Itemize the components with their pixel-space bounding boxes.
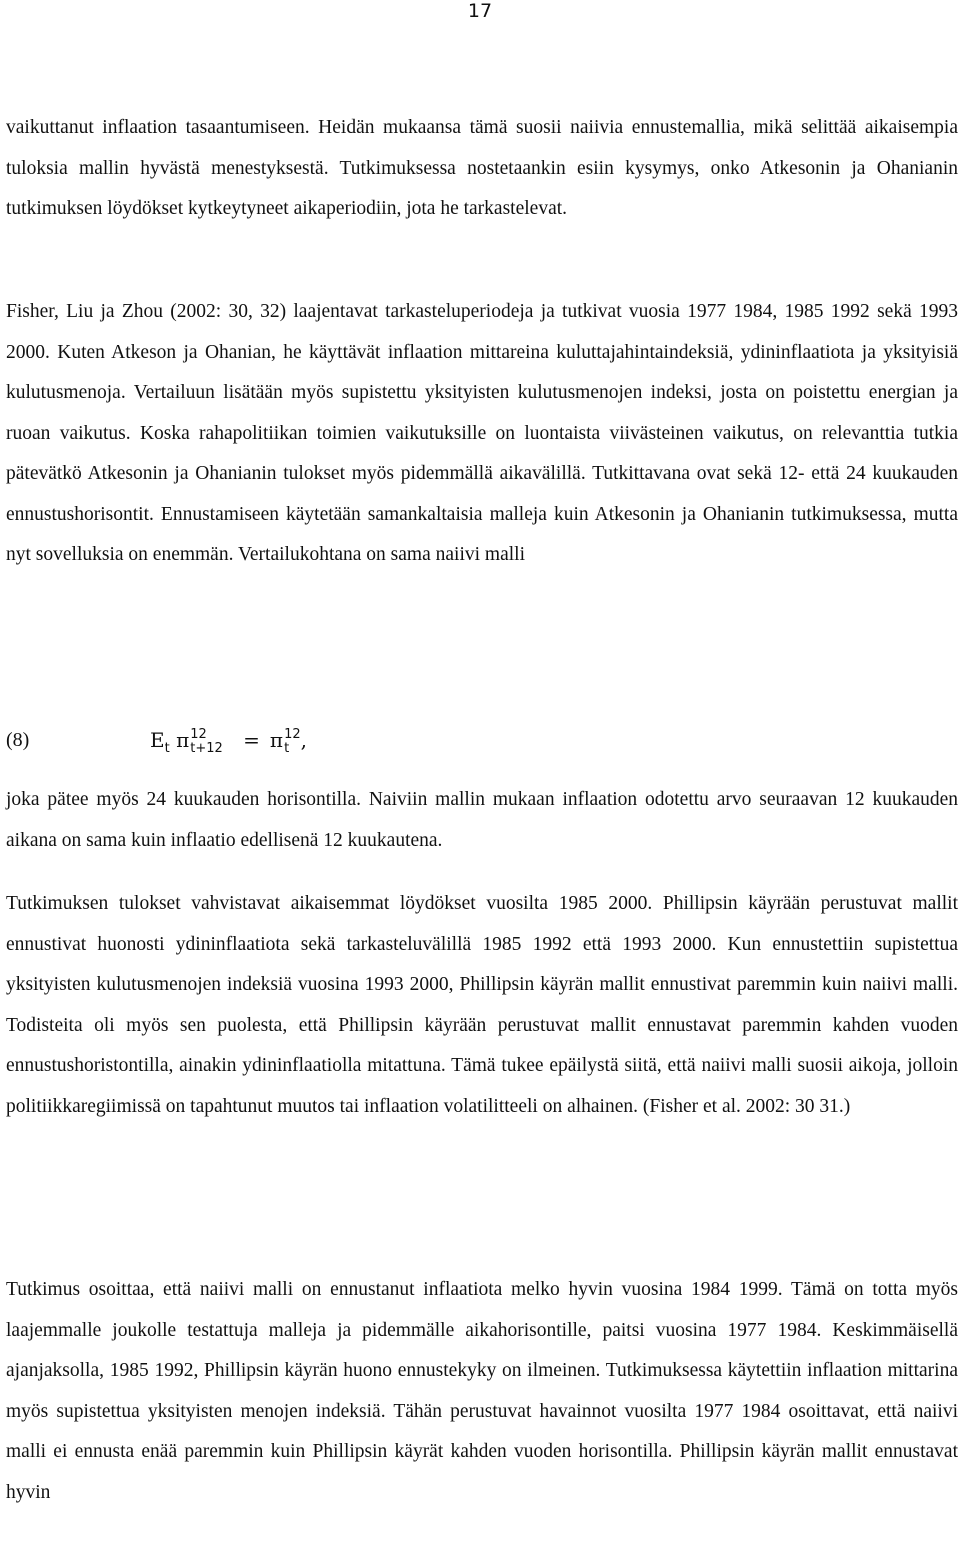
- paragraph-2: Fisher, Liu ja Zhou (2002: 30, 32) laajentavat tarkasteluperiodeja ja tutkivat vuosia 1977 1984, 1985 1992 sekä 1993 2000. Kuten Atkeson ja Ohanian, he käyttävät inflaation mittareina kuluttajahintaindeksiä, ydininflaatiota ja yksityisiä kulutusmenoja. Vertailuun lisätään myös supistettu yksityisten kulutusmenojen indeksi, josta on poistettu energian ja ruoan vaikutus. Koska rahapolitiikan toimien vaikutuksille on luontaista viivästeinen vaikutus, on relevanttia tutkia pätevätkö Atkesonin ja Ohanianin tulokset myös pidemmällä aikavälillä. Tutkittavana ovat sekä 12- että 24 kuukauden ennustushorisontit. Ennustamiseen käytetään samankaltaisia malleja kuin Atkesonin ja Ohanianin tutkimuksessa, mutta nyt sovelluksia on enemmän. Vertailukohtana on sama naiivi malli: [6, 301, 958, 565]
- pi-lhs-indices: [190, 728, 223, 756]
- expectation-symbol: E: [150, 728, 165, 752]
- pi-rhs-subscript: t: [284, 740, 290, 756]
- pi-lhs-subscript: t+12: [190, 740, 223, 756]
- pi-symbol-lhs: π: [176, 728, 190, 752]
- expectation-subscript: t: [164, 741, 170, 756]
- equation-8: [6, 718, 706, 762]
- equals-sign: =: [243, 728, 260, 752]
- pi-lhs-superscript: 12: [190, 726, 207, 742]
- equation-body: [150, 718, 307, 771]
- equation-comma: ,: [300, 728, 307, 752]
- page-number: 17: [467, 0, 493, 22]
- equation-label: (8): [6, 729, 30, 751]
- paragraph-4: Tutkimuksen tulokset vahvistavat aikaisemmat löydökset vuosilta 1985 2000. Phillipsin käyrään perustuvat mallit ennustivat huonosti ydininflaatiota sekä tarkasteluvälillä 1985 1992 että 1993 2000. Kun ennustettiin supistettua yksityisten kulutusmenojen indeksiä vuosina 1993 2000, Phillipsin käyrän mallit ennustivat paremmin kuin naiivi malli. Todisteita oli myös sen puolesta, että Phillipsin käyrään perustuvat mallit ennustavat paremmin kahden vuoden ennustushoristontilla, ainakin ydininflaatiolla mitattuna. Tämä tukee epäilystä siitä, että naiivi malli suosii aikoja, jolloin politiikkaregiimissä on tapahtunut muutos tai inflaation volatilitteeli on alhainen. (Fisher et al. 2002: 30 31.): [6, 893, 958, 1117]
- paragraph-5: Tutkimus osoittaa, että naiivi malli on ennustanut inflaatiota melko hyvin vuosina 1984 1999. Tämä on totta myös laajemmalle joukolle testattuja malleja ja pidemmälle aikahorisontille, paitsi vuosina 1977 1984. Keskimmäisellä ajanjaksolla, 1985 1992, Phillipsin käyrän huono ennustekyky on ilmeinen. Tutkimuksessa käytettiin inflaation mittarina myös supistettua yksityisten menojen indeksiä. Tähän perustuvat havainnot vuosilta 1977 1984 osoittavat, että naiivi malli ei ennusta enää paremmin kuin Phillipsin käyrät kahden vuoden horisontilla. Phillipsin käyrän mallit ennustavat hyvin: [6, 1279, 958, 1503]
- pi-symbol-rhs: π: [269, 728, 284, 752]
- paragraph-1: vaikuttanut inflaation tasaantumiseen. Heidän mukaansa tämä suosii naiivia ennustemallia, mikä selittää aikaisempia tuloksia mallin hyvästä menestyksestä. Tutkimuksessa nostetaankin esiin kysymys, onko Atkesonin ja Ohanianin tutkimuksen löydökset kytkeytyneet aikaperiodiin, jota he tarkastelevat.: [6, 117, 958, 219]
- paragraph-3: joka pätee myös 24 kuukauden horisontilla. Naiviin mallin mukaan inflaation odotettu arvo seuraavan 12 kuukauden aikana on sama kuin inflaatio edellisenä 12 kuukautena.: [6, 789, 958, 851]
- pi-rhs-superscript: 12: [284, 726, 301, 742]
- pi-rhs-indices: [284, 728, 301, 756]
